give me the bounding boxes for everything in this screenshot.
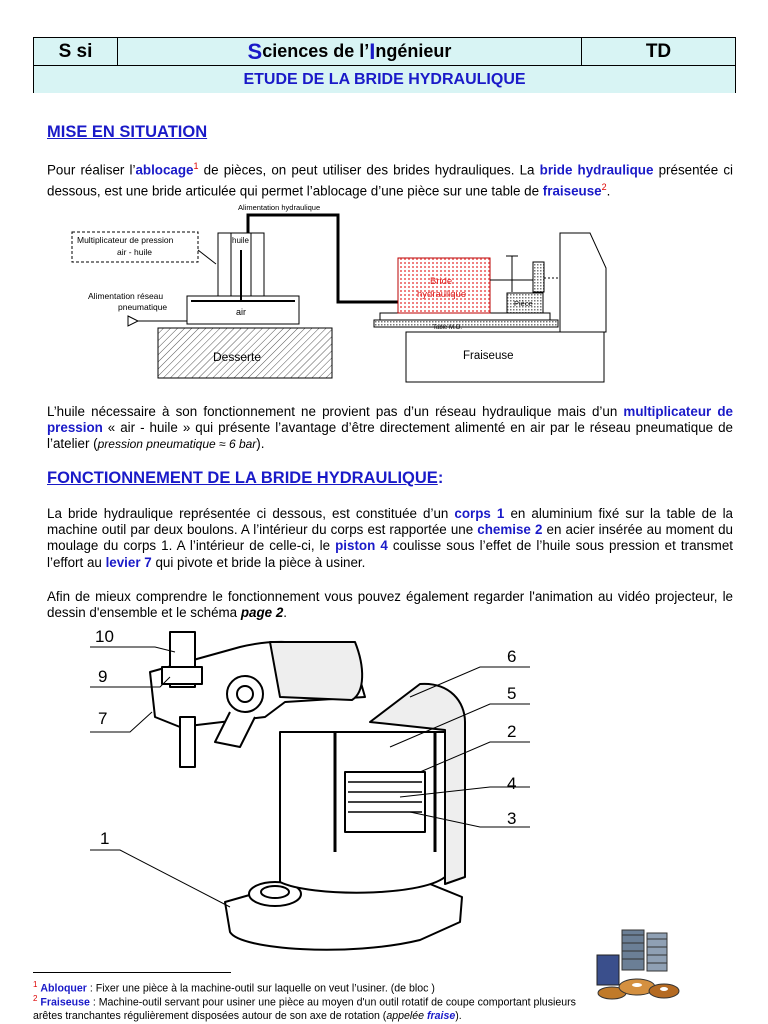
paragraph-animation bbox=[47, 589, 733, 621]
paragraph-multiplicateur bbox=[47, 404, 733, 453]
header-right bbox=[582, 38, 735, 65]
footnote-ref-1[interactable]: 1 bbox=[193, 161, 199, 171]
leader-1 bbox=[90, 850, 230, 907]
callout-9: 9 bbox=[98, 667, 108, 686]
pression-pneumatique: pression pneumatique ≈ 6 bar bbox=[97, 437, 257, 452]
callout-1: 1 bbox=[100, 829, 110, 848]
keyword-chemise-2: chemise 2 bbox=[477, 522, 543, 538]
screw-lower bbox=[180, 717, 195, 767]
paragraph-intro bbox=[47, 158, 733, 199]
pivot-pin-inner bbox=[237, 686, 253, 702]
header-center-text-1: ciences de l’ bbox=[262, 41, 370, 61]
header-left bbox=[34, 38, 118, 65]
footnote-2 bbox=[33, 992, 593, 1023]
callout-7: 7 bbox=[98, 709, 108, 728]
multiplier-leader-line bbox=[198, 250, 216, 264]
text: de pièces, on peut utiliser des brides hydrauliques. La bbox=[198, 162, 540, 178]
situation-diagram bbox=[60, 198, 620, 384]
footnote-text-2: : Machine-outil servant pour usiner une pièce au moyen d'un outil rotatif de coupe comportant plusieurs arêtes tranchantes régulièrement disposées autour de son axe de rotation ( bbox=[33, 996, 576, 1022]
text: en acier insérée au moment du moulage du corps 1. A l’intérieur de celle-ci, le bbox=[47, 522, 733, 554]
nut-9 bbox=[162, 667, 202, 684]
footnote-number-1: 1 bbox=[33, 980, 38, 989]
footnote-keyword-fraiseuse: Fraiseuse bbox=[40, 996, 90, 1009]
header-right-text: TD bbox=[645, 40, 672, 62]
air-inlet-arrow bbox=[128, 316, 138, 326]
footnote-keyword-fraise: fraise bbox=[427, 1009, 456, 1022]
section-title-fonctionnement bbox=[47, 469, 443, 488]
header-center bbox=[118, 38, 582, 65]
label-huile: huile bbox=[232, 236, 249, 245]
label-alim-reseau-1: Alimentation réseau bbox=[88, 291, 164, 301]
label-alimentation-hydraulique: Alimentation hydraulique bbox=[238, 203, 321, 212]
bolt-hole-1-inner bbox=[261, 886, 289, 898]
label-multiplicateur-1: Multiplicateur de pression bbox=[77, 235, 174, 245]
header-i-letter: I bbox=[369, 38, 376, 64]
keyword-multiplicateur: multiplicateur de pression bbox=[47, 404, 733, 436]
milling-cutters-icon bbox=[592, 925, 684, 1007]
footnote-text-1: : Fixer une pièce à la machine-outil sur laquelle on veut l’usiner. (de bloc ) bbox=[86, 982, 435, 995]
page-2-reference: page 2 bbox=[240, 605, 284, 621]
text: en aluminium fixé sur la table de la machine outil par deux boulons. A l’intérieur du corps est rapportée une bbox=[47, 506, 734, 538]
label-table: Table M.O. bbox=[433, 325, 463, 331]
footnote-text-3: ). bbox=[455, 1009, 462, 1022]
footnote-separator bbox=[33, 972, 231, 973]
keyword-bride-hydraulique: bride hydraulique bbox=[539, 162, 654, 178]
callout-4: 4 bbox=[507, 774, 517, 793]
header-table bbox=[33, 37, 736, 93]
label-multiplicateur-2: air - huile bbox=[117, 247, 152, 257]
text: Pour réaliser l’ bbox=[47, 162, 136, 178]
section-title-text: FONCTIONNEMENT DE LA BRIDE HYDRAULIQUE bbox=[47, 469, 438, 487]
label-bride-2: hydraulique bbox=[417, 289, 467, 300]
section-title-suffix: : bbox=[437, 469, 444, 487]
keyword-fraiseuse: fraiseuse bbox=[542, 183, 602, 199]
header-s-letter: S bbox=[247, 38, 263, 64]
text: présentée ci dessous, est une bride articulée qui permet l’ablocage d’une pièce sur une table de bbox=[47, 162, 733, 199]
callout-10: 10 bbox=[95, 627, 114, 646]
text: La bride hydraulique représentée ci dessous, est constituée d’un bbox=[47, 506, 455, 521]
section-title-mise-en-situation: MISE EN SITUATION bbox=[47, 123, 208, 141]
text: Afin de mieux comprendre le fonctionnement vous pouvez également regarder l'animation au vidéo projecteur, le dessin d'ensemble et le schéma bbox=[47, 589, 733, 621]
text: . bbox=[283, 605, 288, 621]
keyword-corps-1: corps 1 bbox=[454, 506, 505, 521]
callout-2: 2 bbox=[507, 722, 517, 741]
footnote-keyword-abloquer: Abloquer bbox=[40, 982, 87, 995]
header-left-text: S si bbox=[58, 40, 93, 62]
keyword-piston-4: piston 4 bbox=[335, 538, 388, 554]
label-air: air bbox=[236, 307, 247, 317]
label-bride-1: Bride bbox=[430, 276, 453, 287]
header-subtitle-text: ETUDE DE LA BRIDE HYDRAULIQUE bbox=[243, 70, 526, 88]
label-desserte: Desserte bbox=[213, 350, 262, 364]
text: coulisse sous l’effet de l’huile sous pression et transmet l’effort au bbox=[47, 538, 733, 570]
keyword-ablocage: ablocage bbox=[135, 162, 194, 178]
bride-cutaway-drawing bbox=[90, 622, 540, 962]
text: ). bbox=[256, 436, 265, 452]
footnote-number-2: 2 bbox=[33, 994, 38, 1003]
leader-10 bbox=[90, 647, 175, 652]
fraiseuse-column bbox=[560, 233, 606, 332]
header-subtitle bbox=[34, 65, 735, 93]
callout-6: 6 bbox=[507, 647, 517, 666]
callout-5: 5 bbox=[507, 684, 517, 703]
keyword-levier-7: levier 7 bbox=[105, 554, 152, 570]
text: qui pivote et bride la pièce à usiner. bbox=[151, 554, 366, 570]
text: « air - huile » qui présente l’avantage d’être directement alimenté en air par le réseau pneumatique de l’atelier ( bbox=[47, 420, 733, 452]
footnote-italic: appelée bbox=[386, 1009, 427, 1022]
paragraph-fonctionnement bbox=[47, 506, 733, 571]
text: . bbox=[606, 183, 611, 199]
label-piece: Pièce bbox=[514, 299, 533, 308]
label-fraiseuse: Fraiseuse bbox=[463, 350, 514, 362]
lever-head bbox=[270, 642, 362, 700]
machine-table bbox=[374, 320, 558, 327]
text: L’huile nécessaire à son fonctionnement ne provient pas d’un réseau hydraulique mais d’un bbox=[47, 404, 624, 419]
footnote-ref-2[interactable]: 2 bbox=[601, 181, 607, 192]
milling-tool bbox=[533, 262, 544, 292]
table-top bbox=[380, 313, 550, 320]
callout-3: 3 bbox=[507, 809, 517, 828]
label-alim-reseau-2: pneumatique bbox=[118, 302, 168, 312]
header-center-text-2: ngénieur bbox=[375, 41, 452, 61]
